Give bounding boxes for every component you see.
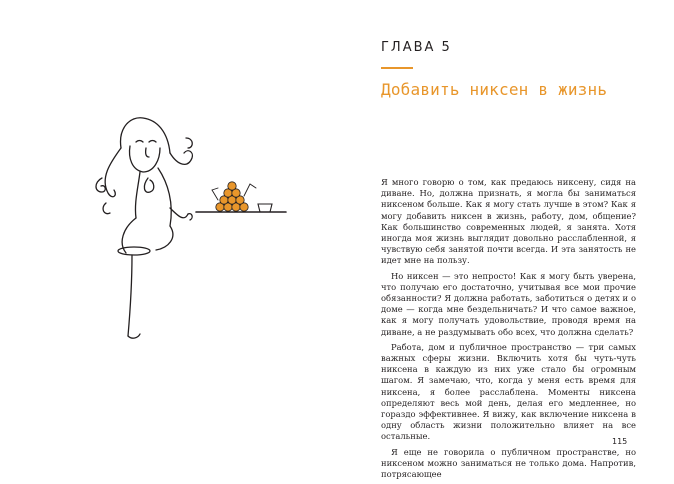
page-number: 115 bbox=[612, 437, 628, 446]
fruit-pyramid-icon bbox=[216, 182, 248, 211]
paragraph: Я еще не говорила о публичном пространстве, но никсеном можно заниматься не только дома. Напротив, потрясающее bbox=[381, 446, 636, 480]
paragraph: Но никсен — это непросто! Как я могу быть уверена, что получаю его достаточно, учитывая все мои прочие обязанности? Я должна работать, заботиться о детях и о доме — когда мне бездельничать? И что самое важное, как я могу получать удовольствие, проводя время на диване, а не раздумывать обо всех, что должна сделать? bbox=[381, 270, 636, 337]
paragraph: Работа, дом и публичное пространство — три самых важных сферы жизни. Включить хотя бы чуть-чуть никсена в каждую из них уже стало бы огромным шагом. Я замечаю, что, когда у меня есть время для никсена, я более расслаблена. Моменты никсена определяют весь мой день, делая его медленнее, но гораздо эффективнее. Я вижу, как включение никсена в одну область жизни положительно влияет на все остальные. bbox=[381, 341, 636, 442]
cup-icon bbox=[256, 204, 274, 212]
paragraph: Я много говорю о том, как предаюсь никсену, сидя на диване. Но, должна признать, я могла бы заниматься никсеном больше. Как я могу стать лучше в этом? Как я могу добавить никсен в жизнь, работу, дом, общение? Как большинство современных людей, я занята. Хотя иногда моя жизнь выглядит довольно расслабленной, я чувствую себя занятой почти всегда. И эта занятость не идет мне на пользу. bbox=[381, 177, 636, 266]
woman-at-table-illustration bbox=[88, 108, 298, 343]
body-text bbox=[381, 177, 636, 484]
chapter-title: Добавить никсен в жизнь bbox=[381, 80, 608, 99]
chapter-rule bbox=[381, 67, 413, 69]
chapter-label: ГЛАВА 5 bbox=[381, 40, 452, 55]
